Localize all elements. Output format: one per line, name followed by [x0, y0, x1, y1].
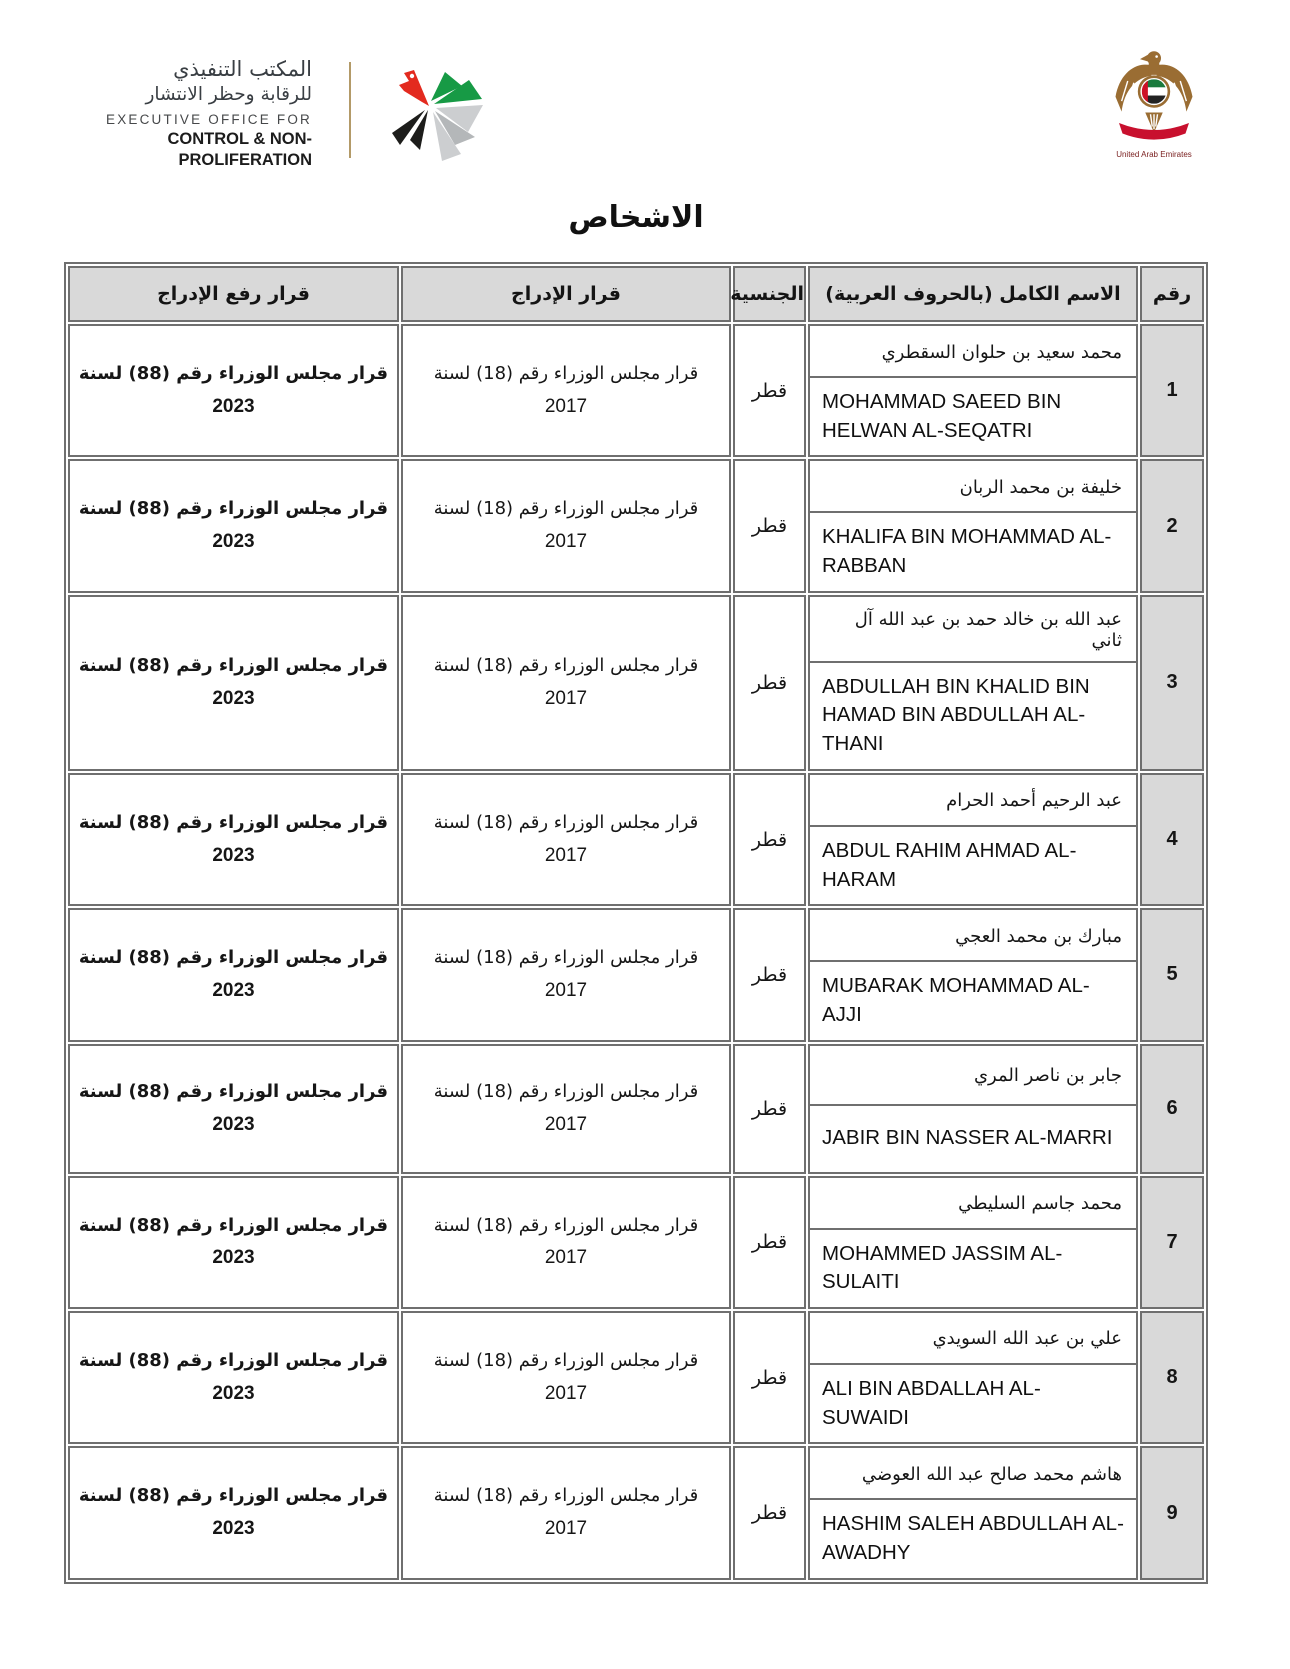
table-row	[68, 1176, 1204, 1309]
page-title: الاشخاص	[568, 200, 704, 235]
brand-divider	[349, 62, 351, 158]
listing-decision-text: قرار مجلس الوزراء رقم (18) لسنة	[433, 947, 699, 969]
name-english: KHALIFA BIN MOHAMMAD AL-RABBAN	[822, 525, 1112, 578]
delisting-decision-year: 2023	[212, 1382, 255, 1404]
brand-english-line2: CONTROL & NON-PROLIFERATION	[167, 130, 312, 169]
name-english: ALI BIN ABDALLAH AL-SUWAIDI	[822, 1376, 1041, 1429]
nationality-cell: قطر	[733, 908, 806, 1041]
name-wrap	[810, 775, 1136, 904]
uae-emblem-caption: United Arab Emirates	[1116, 150, 1192, 159]
listing-decision-cell	[401, 595, 731, 771]
brand-english-line1: EXECUTIVE OFFICE FOR	[105, 112, 312, 128]
name-arabic: هاشم محمد صالح عبد الله العوضي	[810, 1448, 1136, 1500]
eocn-brand-text	[50, 56, 312, 170]
name-english: JABIR BIN NASSER AL-MARRI	[822, 1126, 1113, 1150]
name-wrap	[810, 461, 1136, 590]
delisting-decision-year: 2023	[212, 395, 255, 417]
col-header-delisting-decision: قرار رفع الإدراج	[68, 266, 399, 322]
row-number-cell: 3	[1140, 595, 1204, 771]
listing-decision-year: 2017	[544, 1518, 588, 1540]
nationality-cell: قطر	[733, 324, 806, 457]
delisting-decision-year: 2023	[212, 1113, 255, 1135]
nationality-cell: قطر	[733, 1446, 806, 1579]
name-arabic: عبد الله بن خالد حمد بن عبد الله آل ثاني	[810, 597, 1136, 663]
uae-emblem	[1106, 46, 1202, 159]
full-name-cell	[808, 459, 1138, 592]
listing-decision-cell	[401, 1446, 731, 1579]
name-arabic: محمد سعيد بن حلوان السقطري	[810, 326, 1136, 378]
delisting-decision-cell	[68, 1176, 399, 1309]
delisting-decision-cell	[68, 324, 399, 457]
full-name-cell	[808, 595, 1138, 771]
delisting-decision-year: 2023	[212, 531, 255, 553]
name-arabic: عبد الرحيم أحمد الحرام	[810, 775, 1136, 827]
listing-decision-year: 2017	[544, 1247, 588, 1269]
name-wrap	[810, 1313, 1136, 1442]
delisting-decision-year: 2023	[212, 1247, 255, 1269]
name-wrap	[810, 326, 1136, 455]
row-number-cell: 6	[1140, 1044, 1204, 1174]
table-row	[68, 908, 1204, 1041]
delisting-decision-text: قرار مجلس الوزراء رقم (88) لسنة	[78, 655, 389, 677]
row-number-cell: 9	[1140, 1446, 1204, 1579]
listing-decision-year: 2017	[544, 531, 588, 553]
listing-decision-text: قرار مجلس الوزراء رقم (18) لسنة	[433, 1485, 699, 1507]
nationality-cell: قطر	[733, 1176, 806, 1309]
name-english: ABDULLAH BIN KHALID BIN HAMAD BIN ABDULLAH AL-THANI	[822, 674, 1090, 756]
table-row	[68, 1311, 1204, 1444]
listing-decision-cell	[401, 1311, 731, 1444]
name-arabic: جابر بن ناصر المري	[810, 1046, 1136, 1106]
delisting-decision-cell	[68, 1311, 399, 1444]
delisting-decision-cell	[68, 595, 399, 771]
row-number-cell: 7	[1140, 1176, 1204, 1309]
delisting-decision-text: قرار مجلس الوزراء رقم (88) لسنة	[78, 498, 389, 520]
col-header-number: رقم	[1140, 266, 1204, 322]
table-header-row	[68, 266, 1204, 322]
table-row	[68, 459, 1204, 592]
full-name-cell	[808, 908, 1138, 1041]
name-wrap	[810, 910, 1136, 1039]
name-english: HASHIM SALEH ABDULLAH AL-AWADHY	[822, 1512, 1124, 1564]
persons-table	[64, 262, 1208, 1584]
table-row	[68, 324, 1204, 457]
name-wrap	[810, 1448, 1136, 1577]
listing-decision-text: قرار مجلس الوزراء رقم (18) لسنة	[433, 655, 699, 677]
listing-decision-cell	[401, 324, 731, 457]
name-english: ABDUL RAHIM AHMAD AL-HARAM	[822, 838, 1077, 891]
name-english: MOHAMMAD SAEED BIN HELWAN AL-SEQATRI	[822, 390, 1062, 442]
row-number-cell: 2	[1140, 459, 1204, 592]
full-name-cell	[808, 1311, 1138, 1444]
name-wrap	[810, 597, 1136, 769]
delisting-decision-cell	[68, 773, 399, 906]
name-wrap	[810, 1178, 1136, 1307]
name-english: MOHAMMED JASSIM AL-SULAITI	[822, 1241, 1063, 1294]
name-arabic: محمد جاسم السليطي	[810, 1178, 1136, 1230]
col-header-listing-decision: قرار الإدراج	[401, 266, 731, 322]
delisting-decision-text: قرار مجلس الوزراء رقم (88) لسنة	[78, 363, 389, 385]
listing-decision-text: قرار مجلس الوزراء رقم (18) لسنة	[433, 1349, 699, 1371]
name-arabic: مبارك بن محمد العجي	[810, 910, 1136, 962]
name-arabic: خليفة بن محمد الربان	[810, 461, 1136, 513]
full-name-cell	[808, 1446, 1138, 1579]
delisting-decision-text: قرار مجلس الوزراء رقم (88) لسنة	[78, 1214, 389, 1236]
nationality-cell: قطر	[733, 595, 806, 771]
table-row	[68, 1044, 1204, 1174]
listing-decision-text: قرار مجلس الوزراء رقم (18) لسنة	[433, 1080, 699, 1102]
listing-decision-cell	[401, 773, 731, 906]
row-number-cell: 4	[1140, 773, 1204, 906]
name-arabic: علي بن عبد الله السويدي	[810, 1313, 1136, 1365]
listing-decision-cell	[401, 1176, 731, 1309]
listing-decision-cell	[401, 1044, 731, 1174]
listing-decision-text: قرار مجلس الوزراء رقم (18) لسنة	[433, 498, 699, 520]
delisting-decision-text: قرار مجلس الوزراء رقم (88) لسنة	[78, 811, 389, 833]
nationality-cell: قطر	[733, 459, 806, 592]
delisting-decision-cell	[68, 1044, 399, 1174]
delisting-decision-text: قرار مجلس الوزراء رقم (88) لسنة	[78, 947, 389, 969]
brand-arabic-line1: المكتب التنفيذي	[173, 57, 312, 81]
listing-decision-year: 2017	[544, 395, 588, 417]
table-row	[68, 773, 1204, 906]
delisting-decision-cell	[68, 1446, 399, 1579]
col-header-name: الاسم الكامل (بالحروف العربية)	[808, 266, 1138, 322]
listing-decision-year: 2017	[544, 688, 588, 709]
brand-arabic-line2: للرقابة وحظر الانتشار	[145, 84, 312, 106]
row-number-cell: 1	[1140, 324, 1204, 457]
delisting-decision-text: قرار مجلس الوزراء رقم (88) لسنة	[78, 1485, 389, 1507]
uae-emblem-icon	[1110, 46, 1198, 144]
listing-decision-cell	[401, 459, 731, 592]
persons-table-body	[68, 324, 1204, 1580]
delisting-decision-year: 2023	[212, 844, 255, 866]
table-row	[68, 595, 1204, 771]
name-wrap	[810, 1046, 1136, 1172]
nationality-cell: قطر	[733, 773, 806, 906]
listing-decision-cell	[401, 908, 731, 1041]
nationality-cell: قطر	[733, 1044, 806, 1174]
table-row	[68, 1446, 1204, 1579]
row-number-cell: 5	[1140, 908, 1204, 1041]
listing-decision-text: قرار مجلس الوزراء رقم (18) لسنة	[433, 811, 699, 833]
row-number-cell: 8	[1140, 1311, 1204, 1444]
full-name-cell	[808, 324, 1138, 457]
nationality-cell: قطر	[733, 1311, 806, 1444]
delisting-decision-text: قرار مجلس الوزراء رقم (88) لسنة	[78, 1080, 389, 1102]
listing-decision-year: 2017	[544, 1113, 588, 1135]
name-english: MUBARAK MOHAMMAD AL-AJJI	[822, 974, 1090, 1026]
listing-decision-text: قرار مجلس الوزراء رقم (18) لسنة	[433, 1214, 699, 1236]
full-name-cell	[808, 1044, 1138, 1174]
listing-decision-year: 2017	[544, 844, 588, 866]
listing-decision-text: قرار مجلس الوزراء رقم (18) لسنة	[433, 363, 699, 385]
delisting-decision-cell	[68, 459, 399, 592]
delisting-decision-year: 2023	[212, 1518, 255, 1540]
full-name-cell	[808, 1176, 1138, 1309]
eocn-falcon-logo-icon	[356, 44, 486, 169]
delisting-decision-cell	[68, 908, 399, 1041]
delisting-decision-year: 2023	[212, 688, 255, 709]
full-name-cell	[808, 773, 1138, 906]
delisting-decision-text: قرار مجلس الوزراء رقم (88) لسنة	[78, 1349, 389, 1371]
delisting-decision-year: 2023	[212, 980, 255, 1002]
listing-decision-year: 2017	[544, 1382, 588, 1404]
listing-decision-year: 2017	[544, 980, 588, 1002]
col-header-nationality: الجنسية	[733, 266, 806, 322]
